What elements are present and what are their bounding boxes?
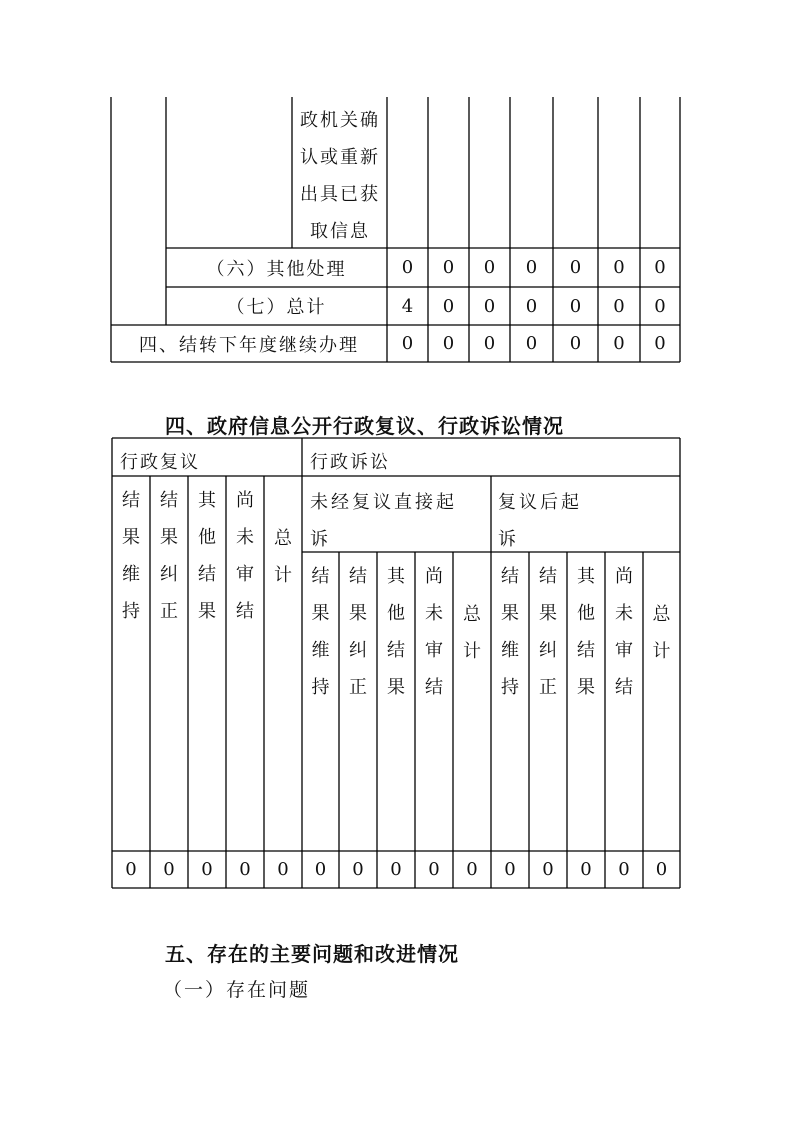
column-header-char: 总: [463, 604, 481, 625]
table-cell: 0: [483, 257, 496, 278]
table-cell: 0: [239, 859, 251, 880]
admin-litigation-header: 行政诉讼: [310, 452, 390, 473]
column-header: [567, 558, 605, 706]
table-cell: 0: [525, 295, 538, 317]
column-header: [150, 482, 188, 630]
direct-suit-line: 诉: [310, 529, 331, 550]
column-header-char: 尚: [425, 566, 443, 587]
table-cell: 0: [314, 859, 327, 880]
table-cell: 0: [580, 859, 592, 880]
column-header-char: 他: [198, 527, 216, 548]
column-header-char: 结: [615, 677, 633, 698]
table-cell: 0: [442, 333, 455, 354]
column-header: [339, 558, 377, 706]
table-cell: 0: [525, 257, 538, 278]
column-header-char: 未: [615, 603, 633, 624]
column-header-char: 他: [577, 603, 595, 624]
table-cell: 0: [613, 295, 625, 317]
after-review-header: [498, 484, 582, 558]
column-header-char: 正: [539, 677, 557, 698]
section4-title: 四、政府信息公开行政复议、行政诉讼情况: [165, 414, 564, 438]
column-header-char: 正: [160, 601, 178, 622]
section5-subtitle: （一）存在问题: [163, 979, 311, 1001]
sub-label-line: 政机关确: [300, 110, 380, 131]
column-header-char: 结: [311, 566, 330, 587]
table-cell: 0: [125, 859, 137, 880]
table-cell: 0: [655, 859, 668, 880]
column-header-char: 结: [122, 490, 140, 511]
column-header: [643, 596, 680, 670]
column-header-char: 他: [387, 603, 405, 624]
table-cell: 0: [483, 333, 496, 354]
row-label: 四、结转下年度继续办理: [139, 334, 359, 356]
column-header-char: 果: [122, 527, 140, 548]
review-litigation-table: [0, 430, 793, 900]
table-cell: 0: [618, 859, 630, 880]
after-review-line: 复议后起: [498, 492, 582, 513]
column-header-char: 结: [539, 566, 557, 587]
column-header-char: 未: [236, 527, 254, 548]
table-cell: 0: [525, 333, 538, 354]
column-header-char: 其: [577, 566, 595, 587]
column-header-char: 果: [501, 603, 519, 624]
sub-label: [296, 102, 384, 250]
column-header-char: 持: [122, 601, 140, 622]
column-header-char: 结: [425, 677, 443, 698]
column-header-char: 持: [501, 677, 519, 698]
column-header-char: 尚: [236, 490, 254, 511]
column-header: [377, 558, 415, 706]
column-header-char: 纠: [539, 640, 557, 661]
admin-review-header: 行政复议: [120, 452, 200, 473]
column-header-char: 果: [387, 677, 405, 698]
table-cell: 0: [542, 859, 554, 880]
column-header-char: 维: [311, 640, 330, 661]
column-header-char: 结: [236, 601, 254, 622]
table-cell: 0: [569, 257, 582, 278]
column-header-char: 果: [160, 527, 178, 548]
column-header-char: 果: [577, 677, 595, 698]
table-cell: 0: [401, 257, 414, 278]
column-header-char: 纠: [160, 564, 178, 585]
column-header-char: 结: [501, 566, 519, 587]
column-header-char: 纠: [349, 640, 367, 661]
column-header-char: 维: [501, 640, 519, 661]
column-header-char: 结: [160, 490, 178, 511]
table-cell: 0: [277, 859, 289, 880]
table-cell: 0: [483, 295, 496, 317]
column-header: [605, 558, 643, 706]
column-header-char: 果: [349, 603, 367, 624]
table-cell: 0: [654, 333, 666, 354]
table-cell: 0: [654, 257, 666, 278]
column-header-char: 审: [236, 564, 254, 585]
column-header-char: 果: [311, 603, 330, 624]
table-cell: 0: [201, 859, 213, 880]
column-header: [226, 482, 264, 630]
section5-title: 五、存在的主要问题和改进情况: [165, 942, 459, 966]
table-cell: 0: [442, 257, 455, 278]
column-header-char: 其: [198, 490, 216, 511]
direct-suit-header: [310, 484, 457, 558]
sub-label-line: 认或重新: [300, 147, 380, 168]
column-header: [529, 558, 567, 706]
column-header-char: 总: [652, 604, 671, 625]
sub-label-line: 出具已获: [300, 184, 380, 205]
column-header-char: 结: [577, 640, 595, 661]
table-cell: 0: [352, 859, 364, 880]
column-header-char: 未: [425, 603, 443, 624]
column-header: [453, 596, 491, 670]
top-table: [0, 0, 793, 370]
column-header: [415, 558, 453, 706]
column-header: [112, 482, 150, 630]
after-review-line: 诉: [498, 529, 519, 550]
table-cell: 0: [163, 859, 175, 880]
table-cell: 0: [569, 295, 582, 317]
column-header-char: 尚: [615, 566, 633, 587]
column-header-char: 审: [425, 640, 443, 661]
table-cell: 0: [428, 859, 440, 880]
column-header-char: 结: [387, 640, 405, 661]
column-header: [188, 482, 226, 630]
table-cell: 0: [466, 859, 478, 880]
column-header-char: 正: [349, 677, 367, 698]
column-header: [491, 558, 529, 706]
table-cell: 0: [569, 333, 582, 354]
table-cell: 0: [654, 295, 666, 317]
row-label: （七）总计: [226, 297, 327, 318]
column-header-char: 其: [387, 566, 405, 587]
row-label: （六）其他处理: [206, 258, 347, 280]
table-cell: 0: [390, 859, 402, 880]
table-cell: 0: [613, 333, 625, 354]
table-cell: 0: [504, 859, 516, 880]
table-cell: 0: [442, 295, 455, 317]
column-header-char: 果: [198, 601, 216, 622]
column-header-char: 计: [274, 565, 292, 586]
table-cell: 4: [401, 295, 414, 317]
direct-suit-line: 未经复议直接起: [310, 492, 457, 513]
column-header-char: 结: [198, 564, 216, 585]
column-header: [302, 558, 339, 706]
sub-label-line: 取信息: [310, 221, 370, 242]
table-cell: 0: [613, 257, 625, 278]
column-header-char: 果: [539, 603, 557, 624]
column-header-char: 计: [652, 641, 671, 662]
column-header-char: 持: [311, 677, 330, 698]
column-header-char: 结: [349, 566, 367, 587]
column-header-char: 审: [615, 640, 633, 661]
table-cell: 0: [401, 333, 414, 354]
column-header-char: 维: [122, 564, 140, 585]
column-header-char: 总: [274, 528, 292, 549]
column-header-char: 计: [463, 641, 481, 662]
column-header: [264, 520, 302, 594]
